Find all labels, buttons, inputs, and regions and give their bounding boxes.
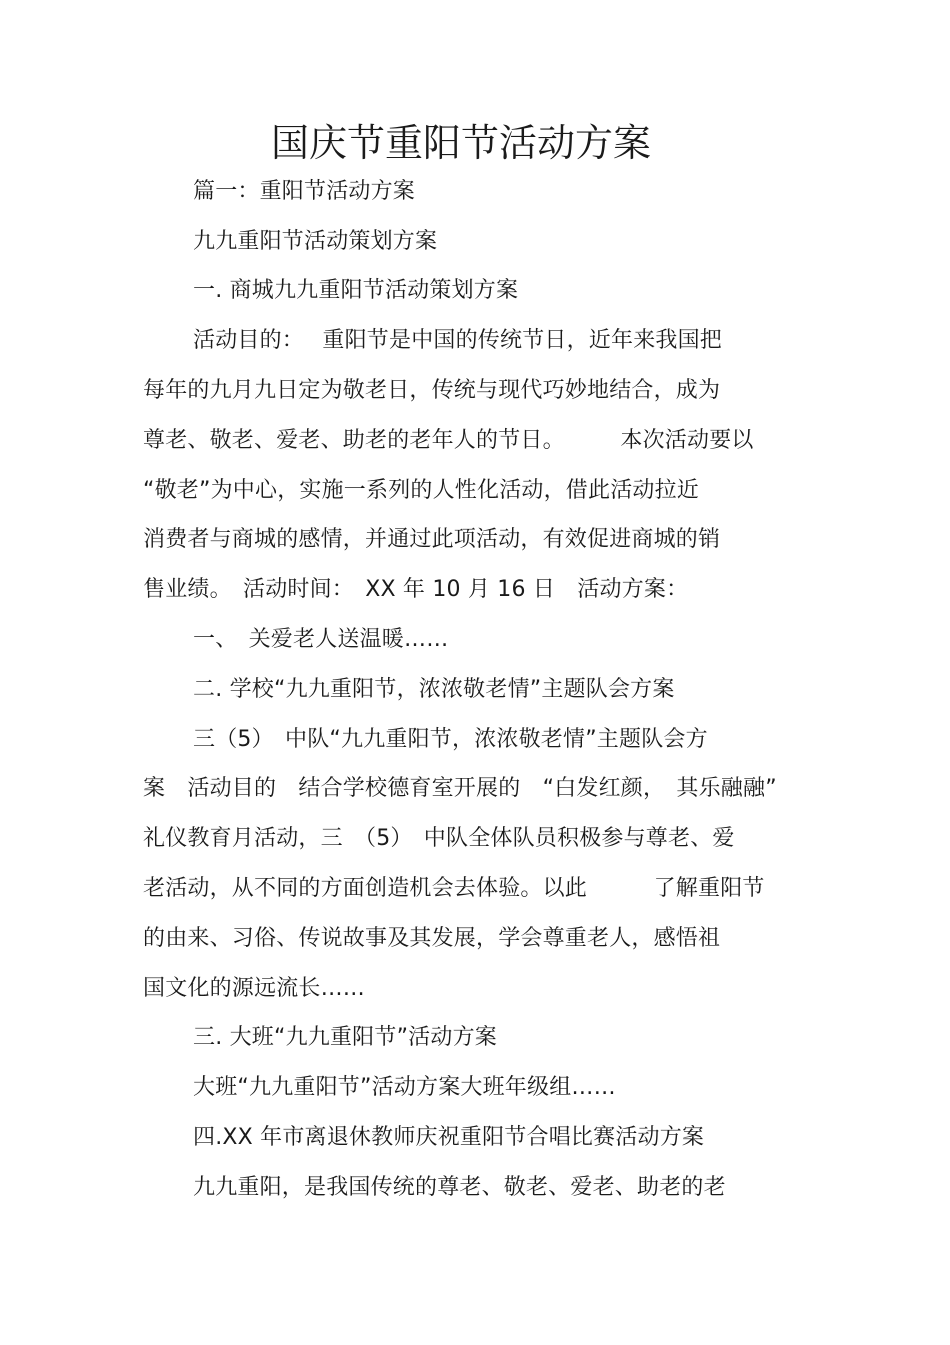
paragraph-line: 尊老、敬老、爱老、助老的老年人的节日。 本次活动要以 — [143, 428, 754, 453]
paragraph-line: 一、 关爱老人送温暖…… — [193, 627, 449, 652]
paragraph-line: “敬老”为中心，实施一系列的人性化活动，借此活动拉近 — [143, 478, 699, 503]
paragraph-line: 一. 商城九九重阳节活动策划方案 — [193, 278, 519, 303]
paragraph-line: 二. 学校“九九重阳节，浓浓敬老情”主题队会方案 — [193, 677, 675, 702]
paragraph-line: 篇一：重阳节活动方案 — [193, 179, 416, 204]
paragraph-line: 礼仪教育月活动，三 （5） 中队全体队员积极参与尊老、爱 — [143, 826, 735, 851]
paragraph-line: 售业绩。 活动时间： XX 年 10 月 16 日 活动方案： — [143, 577, 689, 602]
paragraph-line: 活动目的： 重阳节是中国的传统节日，近年来我国把 — [193, 328, 722, 353]
paragraph-line: 老活动，从不同的方面创造机会去体验。以此 了解重阳节 — [143, 876, 765, 901]
paragraph-line: 九九重阳，是我国传统的尊老、敬老、爱老、助老的老 — [193, 1175, 726, 1200]
paragraph-line: 九九重阳节活动策划方案 — [193, 229, 438, 254]
paragraph-line: 三. 大班“九九重阳节”活动方案 — [193, 1025, 497, 1050]
paragraph-line: 每年的九月九日定为敬老日，传统与现代巧妙地结合，成为 — [143, 378, 721, 403]
paragraph-line: 的由来、习俗、传说故事及其发展，学会尊重老人，感悟祖 — [143, 926, 721, 951]
paragraph-line: 消费者与商城的感情，并通过此项活动，有效促进商城的销 — [143, 527, 721, 552]
document-title: 国庆节重阳节活动方案 — [270, 121, 651, 165]
paragraph-line: 四.XX 年市离退休教师庆祝重阳节合唱比赛活动方案 — [193, 1125, 705, 1150]
paragraph-line: 国文化的源远流长…… — [143, 976, 366, 1001]
paragraph-line: 三（5） 中队“九九重阳节，浓浓敬老情”主题队会方 — [193, 727, 708, 752]
paragraph-line: 案 活动目的 结合学校德育室开展的 “白发红颜， 其乐融融” — [143, 776, 777, 801]
paragraph-line: 大班“九九重阳节”活动方案大班年级组…… — [193, 1075, 616, 1100]
